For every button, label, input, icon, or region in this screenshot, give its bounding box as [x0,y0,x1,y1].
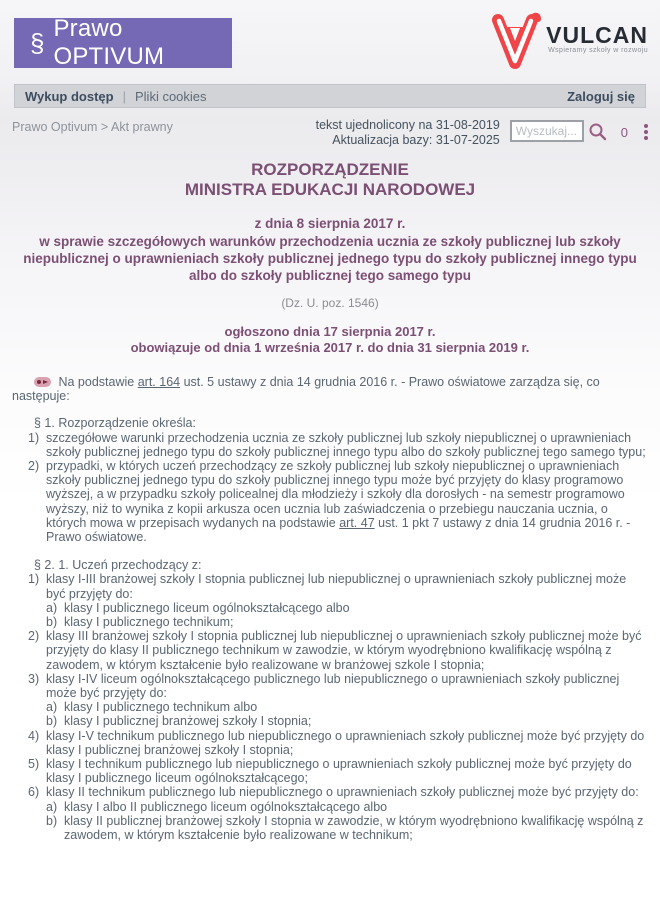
sub-item-text: klasy I publicznego technikum albo [64,700,258,715]
vulcan-wordmark [546,12,648,54]
legal-link-art-47[interactable]: art. 47 [339,515,375,530]
list-item [28,672,648,729]
sub-item-letter: a) [46,799,58,814]
nav-left-group [25,89,207,104]
list-item-number: 4) [28,728,40,743]
section-1-list [12,431,648,545]
title-line-1: ROZPORZĄDZENIE [251,160,409,179]
document-meta [316,118,500,148]
paragraph-symbol-icon: § [30,27,45,58]
list-item [28,572,648,629]
list-item-text [46,572,648,629]
in-force-dates: obowiązuje od dnia 1 września 2017 r. do dnia 31 sierpnia 2019 r. [130,339,530,355]
document-date: z dnia 8 sierpnia 2017 r. [254,216,406,231]
brand-badge[interactable] [14,15,232,70]
sub-list-item [46,814,648,842]
cookies-link[interactable]: Pliki cookies [135,88,207,104]
sub-item-letter: a) [46,600,58,615]
intro-paragraph [12,375,648,403]
vulcan-v-icon [488,12,542,70]
sub-item-text: klasy I publicznego technikum; [64,615,234,630]
intro-text-post: ust. 5 ustawy z dnia 14 grudnia 2016 r. - Prawo oświatowe zarządza się, co następuje: [12,375,600,404]
list-item-number: 1) [28,430,40,445]
list-item [28,629,648,672]
list-item-text: klasy I technikum publicznego lub niepublicznego o uprawnieniach szkoły publicznej może być przyjęty do klasy I publicznego liceum ogólnokształcącego; [46,757,632,786]
section-2-heading: § 2. 1. Uczeń przechodzący z: [34,558,202,573]
list-item-number: 2) [28,629,40,644]
document-text [12,375,648,842]
list-item [28,729,648,757]
vulcan-logo[interactable] [488,12,648,70]
app-header [0,0,660,80]
intro-text-pre: Na podstawie [58,375,138,389]
sub-item-text: klasy I publicznego liceum ogólnokształcącego albo [64,600,350,615]
list-item [28,431,648,459]
sub-list-item [46,800,648,814]
more-menu-icon[interactable] [644,123,648,140]
item-main-text: klasy II technikum publicznego lub niepublicznego o uprawnieniach szkoły publicznej może być przyjęty do: [46,785,639,800]
search-group [510,118,648,142]
sub-item-text: klasy II publicznej branżowej szkoły I stopnia w zawodzie, w którym wyodrębniono kwalifikację wspólną z zawodem, w którym kształcenie było realizowane w technikum; [64,813,644,843]
login-link[interactable]: Zaloguj się [567,88,635,104]
consolidated-text-date: tekst ujednolicony na 31-08-2019 [315,118,500,132]
item-text-post: ust. 1 pkt 7 ustawy z dnia 14 grudnia 2016 r. - Prawo oświatowe. [46,515,631,545]
journal-reference: (Dz. U. poz. 1546) [281,296,379,310]
sub-item-letter: b) [46,714,58,729]
sub-list-item [46,601,648,615]
sub-list-item [46,700,648,714]
sub-list-item [46,714,648,728]
meta-row [12,118,648,148]
list-item-text: szczegółowe warunki przechodzenia ucznia ze szkoły publicznej lub szkoły niepublicznej o uprawnieniach szkoły publicznej jednego typu do szkoły publicznej innego typu albo do szkoły publicznej tego samego typu; [46,430,646,459]
legal-link-art-164[interactable]: art. 164 [137,375,181,389]
list-item-number: 6) [28,785,40,800]
section-1-heading: § 1. Rozporządzenie określa: [34,416,196,431]
search-input[interactable] [510,120,584,142]
sub-item-letter: b) [46,615,58,630]
sub-item-text: klasy I albo II publicznego liceum ogólnokształcącego albo [64,799,388,814]
list-item-text: klasy III branżowej szkoły I stopnia publicznej lub niepublicznej o uprawnieniach szkoły publicznej może być przyjęty do klasy II publicznego technikum w zawodzie, w którym wyodrębniono kwalifikację wspólną z zawodem, w którym kształcenie było realizowane w branżowej szkole I stopnia; [46,629,642,672]
breadcrumb[interactable]: Prawo Optivum > Akt prawny [12,120,173,134]
search-icon[interactable] [588,122,607,141]
nav-bar [14,84,646,108]
list-item [28,757,648,785]
app-title: Prawo OPTIVUM [53,15,165,70]
list-item-text [46,459,648,544]
database-update-date: Aktualizacja bazy: 31-07-2025 [332,133,500,147]
vulcan-tagline: Wspieramy szkoły w rozwoju [548,47,648,54]
sub-item-text: klasy I publicznej branżowej szkoły I stopnia; [64,714,312,729]
validity-block [12,324,648,355]
search-match-count: 0 [620,125,628,140]
meta-right-group [316,118,648,148]
sub-item-letter: a) [46,700,58,715]
item-main-text: klasy I-III branżowej szkoły I stopnia publicznej lub niepublicznej o uprawnieniach szkoły publicznej może być przyjęty do: [46,572,627,601]
item-text-pre: przypadki, w których uczeń przechodzący ze szkoły publicznej lub szkoły niepublicznej o uprawnieniach szkoły publicznej jednego typu do szkoły publicznej innego typu może być przyjęty do klasy programowo wyższej, a w przypadku szkoły policealnej dla młodzieży i szkoły dla dorosłych - na semestr programowo wyższy, niż to wynika z kopii arkusza ocen ucznia lub zaświadczenia o przebiegu nauczania ucznia, o których mowa w przepisach wydanych na podstawie [46,459,625,530]
section-2-list [12,572,648,842]
list-item [28,785,648,842]
list-item-number: 3) [28,671,40,686]
list-item-number: 1) [28,572,40,587]
nav-separator: | [122,88,126,104]
sub-item-letter: b) [46,813,58,828]
provision-marker-icon[interactable] [34,377,51,387]
vulcan-name: VULCAN [546,22,648,48]
document-subject: w sprawie szczegółowych warunków przechodzenia ucznia ze szkoły publicznej lub szkoły niepublicznej o uprawnieniach szkoły publicznej jednego typu do szkoły publicznej innego typu albo do szkoły publicznej tego samego typu [23,234,637,283]
list-item [28,459,648,544]
item-main-text: klasy I-IV liceum ogólnokształcącego publicznego lub niepublicznego o uprawnieniach szkoły publicznej może być przyjęty do: [46,671,620,701]
list-item-text [46,785,648,842]
announced-date: ogłoszono dnia 17 sierpnia 2017 r. [224,324,436,339]
legal-document [12,160,648,842]
list-item-number: 2) [28,459,40,474]
list-item-text [46,672,648,729]
list-item-text: klasy I-V technikum publicznego lub niepublicznego o uprawnieniach szkoły publicznej może być przyjęty do klasy I publicznej branżowej szkoły I stopnia; [46,728,645,757]
title-line-2: MINISTRA EDUKACJI NARODOWEJ [184,180,476,199]
list-item-number: 5) [28,757,40,772]
sub-list-item [46,615,648,629]
buy-access-link[interactable]: Wykup dostęp [25,88,114,104]
document-title [12,160,648,200]
